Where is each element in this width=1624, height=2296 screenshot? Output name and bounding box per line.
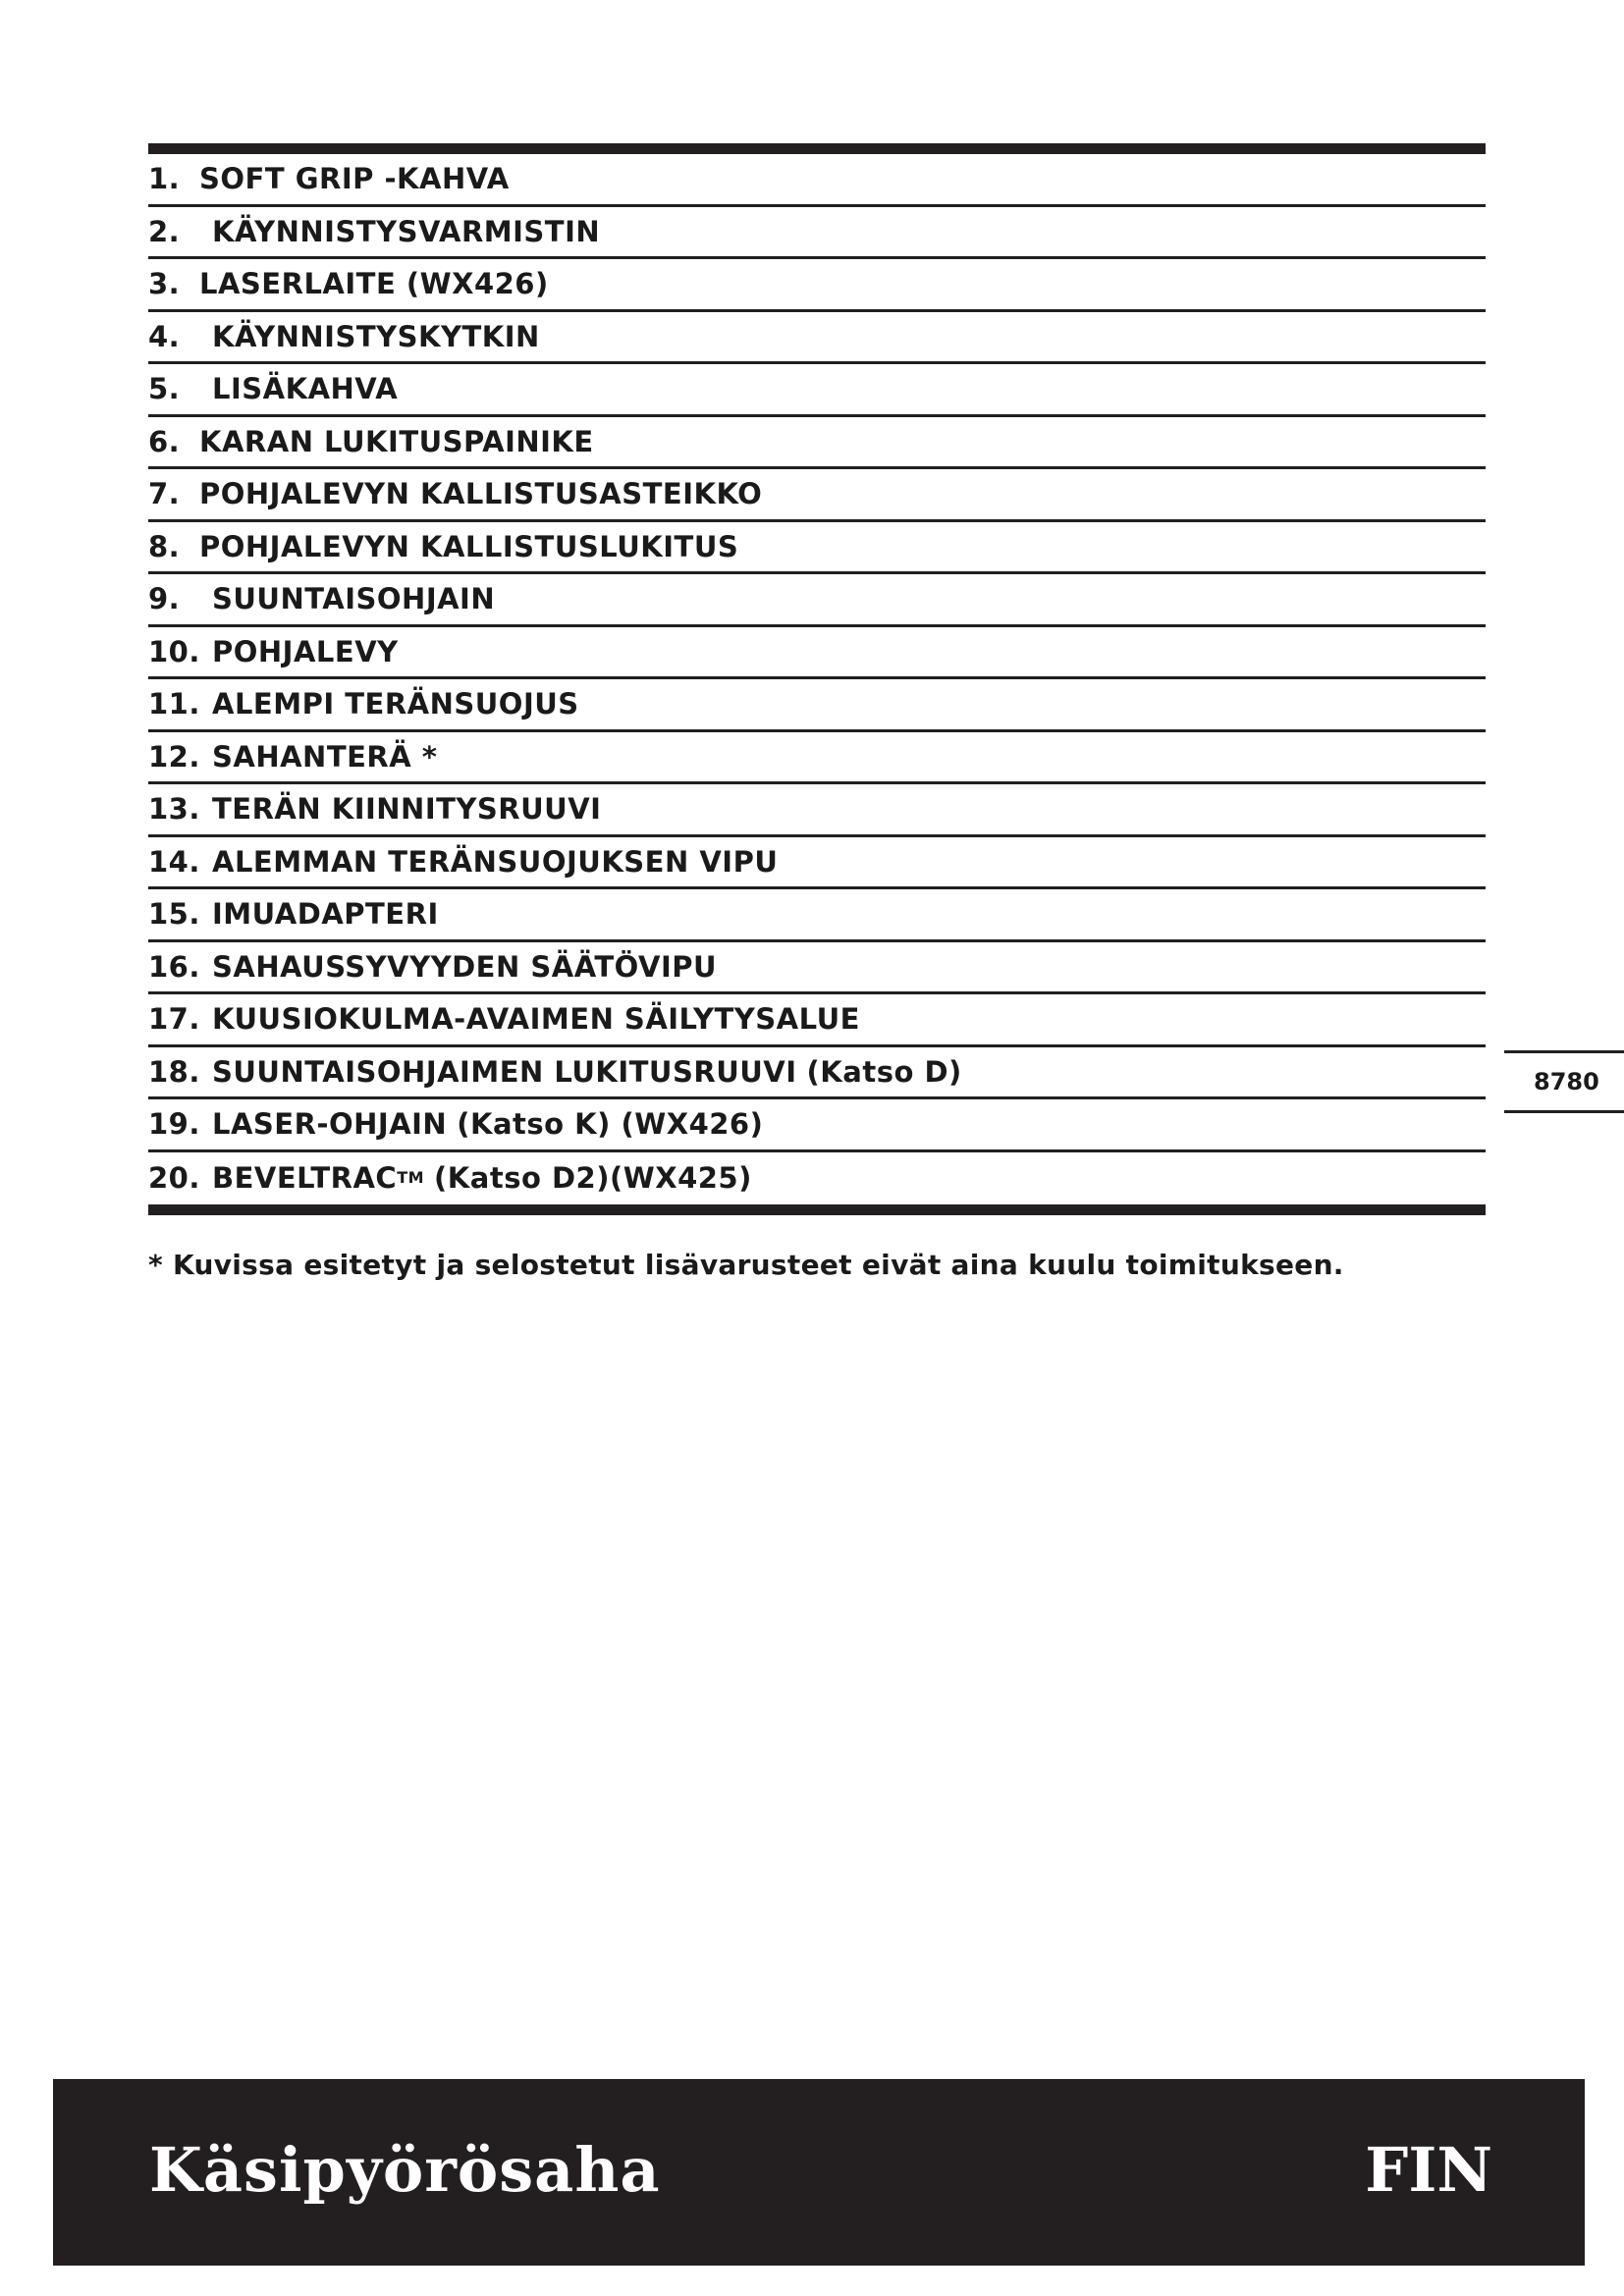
item-label: KARAN LUKITUSPAINIKE bbox=[199, 424, 594, 458]
item-label: KÄYNNISTYSVARMISTIN bbox=[212, 214, 601, 248]
item-label: POHJALEVYN KALLISTUSASTEIKKO bbox=[199, 477, 763, 511]
list-item bbox=[148, 889, 1486, 942]
item-number: 11. bbox=[148, 687, 200, 721]
item-number: 16. bbox=[148, 949, 200, 984]
item-label: ALEMPI TERÄNSUOJUS bbox=[212, 687, 579, 721]
document-title: Käsipyörösaha bbox=[149, 2134, 661, 2206]
item-number: 14. bbox=[148, 844, 200, 879]
item-label: BEVELTRAC bbox=[212, 1161, 398, 1196]
list-item bbox=[148, 364, 1486, 417]
list-item: 20. BEVELTRAC TM (Katso D2)(WX425) bbox=[148, 1161, 752, 1196]
item-number: 7. bbox=[148, 477, 181, 511]
item-number: 6. bbox=[148, 424, 181, 458]
item-label: SUUNTAISOHJAIN bbox=[212, 582, 496, 616]
item-number: 9. bbox=[148, 582, 181, 616]
list-item bbox=[148, 469, 1486, 522]
item-number: 3. bbox=[148, 267, 181, 301]
list-item bbox=[148, 994, 1486, 1047]
parts-list bbox=[148, 143, 1486, 1215]
item-label: POHJALEVYN KALLISTUSLUKITUS bbox=[199, 529, 739, 563]
list-item bbox=[148, 522, 1486, 575]
item-number: 2. bbox=[148, 214, 181, 248]
item-label: KÄYNNISTYSKYTKIN bbox=[212, 319, 540, 353]
item-label: IMUADAPTERI bbox=[212, 897, 439, 932]
item-number: 18. bbox=[148, 1054, 200, 1089]
side-tab-label: 8780 bbox=[1534, 1068, 1599, 1095]
footer-bar bbox=[53, 2079, 1585, 2266]
item-note: (Katso K) (WX426) bbox=[457, 1107, 764, 1142]
item-number: 17. bbox=[148, 1002, 200, 1037]
list-item bbox=[148, 627, 1486, 680]
item-label: SOFT GRIP -KAHVA bbox=[199, 162, 510, 196]
item-note: (Katso D) bbox=[806, 1054, 962, 1089]
item-note: (Katso D2)(WX425) bbox=[434, 1161, 752, 1196]
item-number: 13. bbox=[148, 792, 200, 827]
item-label: SAHAUSSYVYYDEN SÄÄTÖVIPU bbox=[212, 949, 718, 984]
item-number: 5. bbox=[148, 372, 181, 406]
list-item bbox=[148, 1099, 1486, 1152]
item-number: 12. bbox=[148, 739, 200, 774]
list-item bbox=[148, 259, 1486, 312]
item-label: LASER-OHJAIN bbox=[212, 1107, 448, 1142]
item-label: POHJALEVY bbox=[212, 634, 399, 668]
item-label: LASERLAITE (WX426) bbox=[199, 267, 549, 301]
item-label: LISÄKAHVA bbox=[212, 372, 399, 406]
item-label: KUUSIOKULMA-AVAIMEN SÄILYTYSALUE bbox=[212, 1002, 860, 1037]
list-item bbox=[148, 574, 1486, 627]
item-number: 1. bbox=[148, 162, 181, 196]
item-number: 19. bbox=[148, 1107, 200, 1142]
item-label: SUUNTAISOHJAIMEN LUKITUSRUUVI bbox=[212, 1054, 797, 1089]
item-label: TERÄN KIINNITYSRUUVI bbox=[212, 792, 602, 827]
list-item bbox=[148, 154, 1486, 207]
list-item bbox=[148, 679, 1486, 732]
item-number: 20. bbox=[148, 1161, 200, 1196]
list-item bbox=[148, 417, 1486, 470]
item-number: 10. bbox=[148, 634, 200, 668]
side-tab bbox=[1504, 1050, 1624, 1113]
list-item bbox=[148, 732, 1486, 785]
list-item bbox=[148, 942, 1486, 995]
list-item bbox=[148, 784, 1486, 837]
item-label: ALEMMAN TERÄNSUOJUKSEN VIPU bbox=[212, 844, 779, 879]
list-item bbox=[148, 837, 1486, 890]
list-item bbox=[148, 312, 1486, 365]
list-item bbox=[148, 1047, 1486, 1100]
item-number: 15. bbox=[148, 897, 200, 932]
item-label: SAHANTERÄ * bbox=[212, 739, 438, 774]
item-number: 8. bbox=[148, 529, 181, 563]
list-item bbox=[148, 207, 1486, 260]
item-number: 4. bbox=[148, 319, 181, 353]
language-code: FIN bbox=[1365, 2134, 1492, 2206]
footnote: * Kuvissa esitetyt ja selostetut lisävarusteet eivät aina kuulu toimitukseen. bbox=[148, 1249, 1344, 1281]
